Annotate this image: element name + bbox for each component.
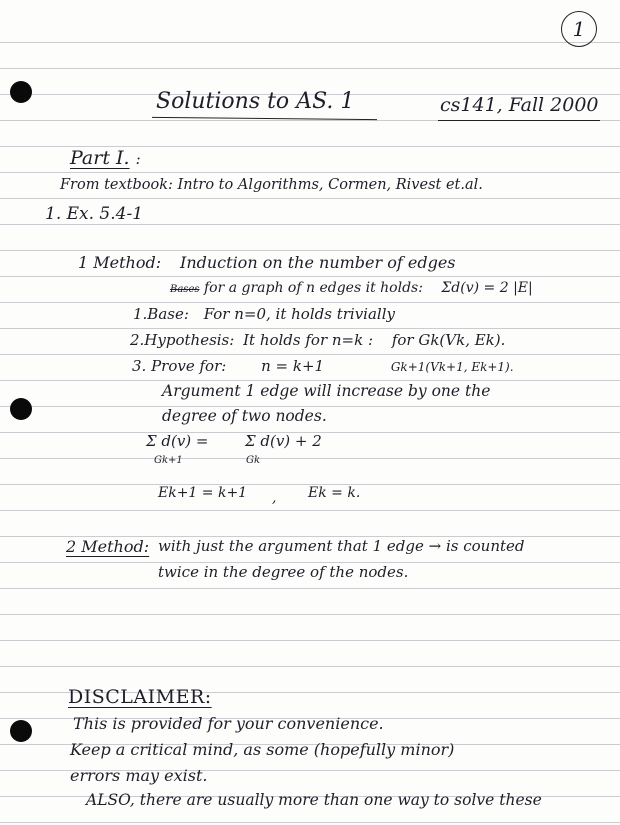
binder-hole-bottom <box>10 720 32 742</box>
argument-line-2: degree of two nodes. <box>162 407 327 425</box>
method-2-line-2: twice in the degree of the nodes. <box>158 563 409 581</box>
method-2-line-1: with just the argument that 1 edge → is counted <box>158 537 525 555</box>
hypothesis-step <box>130 331 505 349</box>
disclaimer-line-2: Keep a critical mind, as some (hopefully minor) <box>70 740 455 759</box>
statement-formula: Σd(v) = 2 |E| <box>441 280 533 296</box>
edges-relation-1: Ek+1 = k+1 <box>158 485 248 501</box>
prove-label: 3. Prove for: <box>132 357 227 375</box>
part-heading <box>70 147 141 169</box>
base-step <box>133 305 395 323</box>
sum-right: Σ d(v) + 2 <box>245 432 322 450</box>
course-label: cs141, Fall 2000 <box>440 94 599 116</box>
method-1-title: Induction on the number of edges <box>180 253 456 272</box>
edges-relation-2: Ek = k. <box>308 485 361 501</box>
method-1-statement <box>170 280 533 296</box>
base-label: 1.Base: <box>133 305 189 323</box>
disclaimer-heading: DISCLAIMER: <box>68 686 212 708</box>
method-2-label: 2 Method: <box>66 537 150 556</box>
prove-formula: Gk+1(Vk+1, Ek+1). <box>390 360 514 374</box>
course-underline <box>438 120 600 121</box>
exercise-number: 1. Ex. 5.4-1 <box>45 204 144 224</box>
disclaimer-line-1: This is provided for your convenience. <box>73 714 384 733</box>
textbook-source: From textbook: Intro to Algorithms, Cormen, Rivest et.al. <box>60 177 483 193</box>
method-1-label: 1 Method: <box>78 253 162 272</box>
disclaimer-line-4: ALSO, there are usually more than one way to solve these <box>86 791 542 809</box>
sum-left-subscript: Gk+1 <box>154 455 183 466</box>
argument-line-1: Argument 1 edge will increase by one the <box>162 382 491 400</box>
disclaimer-line-3: errors may exist. <box>70 766 208 785</box>
base-text: For n=0, it holds trivially <box>203 305 395 323</box>
prove-text: n = k+1 <box>261 357 325 375</box>
statement-text: for a graph of n edges it holds: <box>203 280 423 296</box>
edges-separator: , <box>272 490 277 506</box>
hypothesis-label: 2.Hypothesis: <box>130 331 235 349</box>
prove-step <box>132 357 514 375</box>
page-number: 1 <box>572 17 586 41</box>
page-title: Solutions to AS. 1 <box>156 89 355 114</box>
hypothesis-text: It holds for n=k : <box>243 331 374 349</box>
title-underline <box>152 117 377 120</box>
binder-hole-middle <box>10 398 32 420</box>
part-heading-text: Part I. <box>70 147 130 169</box>
hypothesis-formula: for Gk(Vk, Ek). <box>391 331 506 349</box>
binder-hole-top <box>10 81 32 103</box>
struck-word: Bases <box>170 284 200 295</box>
part-heading-colon: : <box>135 150 141 168</box>
page-number-circle <box>561 11 597 47</box>
sum-right-subscript: Gk <box>246 455 261 466</box>
sum-left: Σ d(v) = <box>146 432 209 450</box>
